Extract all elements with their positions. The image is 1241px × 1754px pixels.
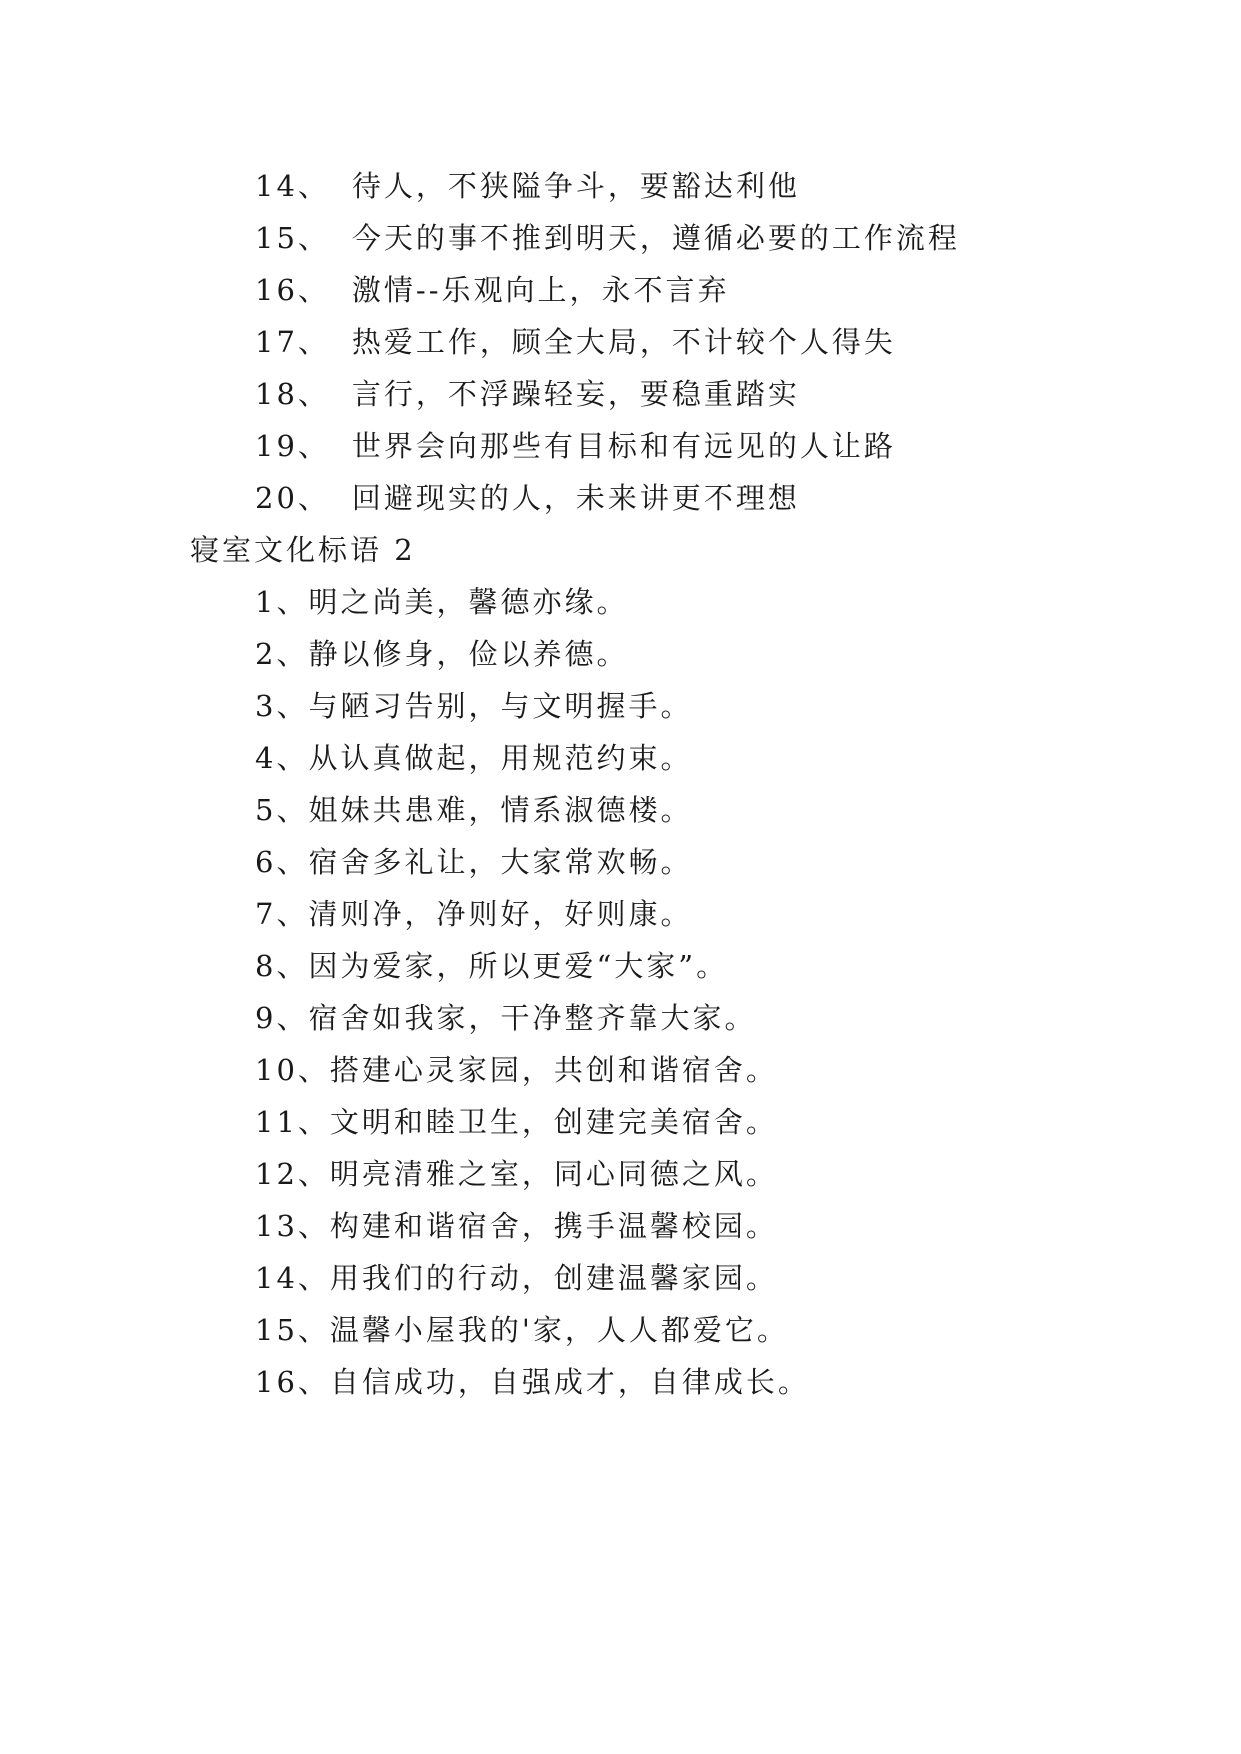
list-item bbox=[255, 426, 896, 466]
list-item: 15、温馨小屋我的'家，人人都爱它。 bbox=[255, 1313, 789, 1347]
item-text: 言行，不浮躁轻妄，要稳重踏实 bbox=[351, 377, 800, 411]
item-text: 世界会向那些有目标和有远见的人让路 bbox=[351, 429, 896, 463]
item-number: 17、 bbox=[255, 325, 330, 359]
item-text: 激情--乐观向上，永不言弃 bbox=[351, 273, 730, 307]
item-number: 15、 bbox=[255, 221, 330, 255]
list-item: 9、宿舍如我家，干净整齐靠大家。 bbox=[255, 1001, 757, 1035]
list-item: 5、姐妹共患难，情系淑德楼。 bbox=[255, 793, 693, 827]
list-item: 10、搭建心灵家园，共创和谐宿舍。 bbox=[255, 1053, 778, 1087]
item-number: 16、 bbox=[255, 273, 330, 307]
list-item: 8、因为爱家，所以更爱“大家”。 bbox=[255, 949, 729, 983]
list-item: 6、宿舍多礼让，大家常欢畅。 bbox=[255, 845, 693, 879]
list-item bbox=[255, 478, 800, 518]
list-item bbox=[255, 166, 800, 206]
list-item: 1、明之尚美，馨德亦缘。 bbox=[255, 585, 629, 619]
item-text: 今天的事不推到明天，遵循必要的工作流程 bbox=[351, 221, 960, 255]
list-item bbox=[255, 270, 730, 310]
list-item: 2、静以修身，俭以养德。 bbox=[255, 637, 629, 671]
item-text: 回避现实的人，未来讲更不理想 bbox=[351, 481, 800, 515]
list-item bbox=[255, 218, 960, 258]
list-item: 11、文明和睦卫生，创建完美宿舍。 bbox=[255, 1105, 778, 1139]
item-text: 待人，不狭隘争斗，要豁达利他 bbox=[351, 169, 800, 203]
item-text: 热爱工作，顾全大局，不计较个人得失 bbox=[351, 325, 896, 359]
list-item: 14、用我们的行动，创建温馨家园。 bbox=[255, 1261, 778, 1295]
item-number: 20、 bbox=[255, 481, 330, 515]
item-number: 19、 bbox=[255, 429, 330, 463]
list-item bbox=[255, 374, 800, 414]
list-item: 13、构建和谐宿舍，携手温馨校园。 bbox=[255, 1209, 778, 1243]
item-number: 18、 bbox=[255, 377, 330, 411]
list-item: 3、与陋习告别，与文明握手。 bbox=[255, 689, 693, 723]
list-item: 4、从认真做起，用规范约束。 bbox=[255, 741, 693, 775]
list-item: 7、清则净，净则好，好则康。 bbox=[255, 897, 693, 931]
section-heading: 寝室文化标语 2 bbox=[190, 533, 416, 567]
item-number: 14、 bbox=[255, 169, 330, 203]
list-item bbox=[255, 322, 896, 362]
list-item: 16、自信成功，自强成才，自律成长。 bbox=[255, 1365, 810, 1399]
list-item: 12、明亮清雅之室，同心同德之风。 bbox=[255, 1157, 778, 1191]
